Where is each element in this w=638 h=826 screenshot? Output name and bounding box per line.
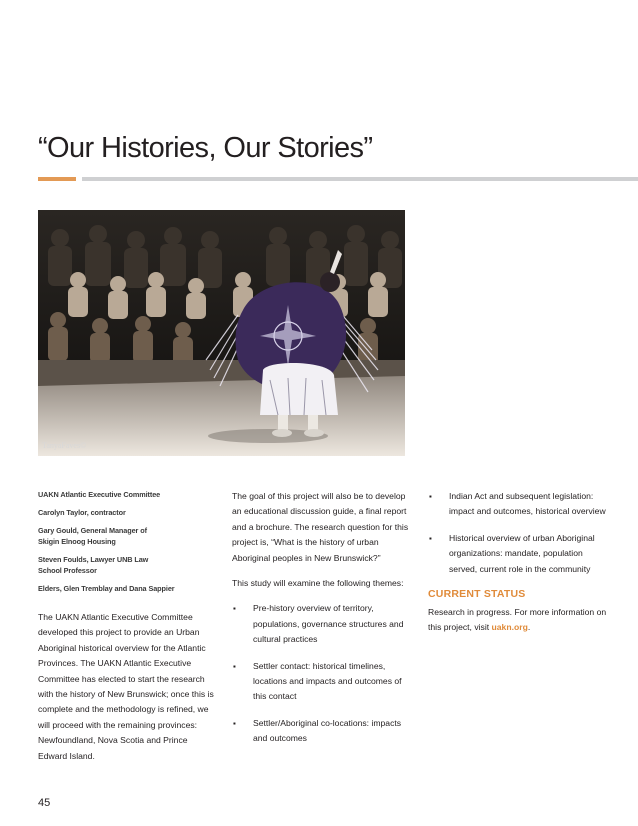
list-item-text: Settler/Aboriginal co-locations: impacts and outcomes xyxy=(253,717,402,744)
status-end: . xyxy=(527,622,531,633)
status-text: Research in progress. For more information on this project, visit xyxy=(428,607,607,633)
bullet-icon: ▪ xyxy=(429,492,432,501)
bullet-icon: ▪ xyxy=(233,661,236,671)
list-item-text: Indian Act and subsequent legislation: impact and outcomes, historical overview xyxy=(449,491,606,517)
column-right xyxy=(428,489,608,636)
theme-list xyxy=(232,601,414,746)
list-item-text: Settler contact: historical timelines, locations and impacts and outcomes of this contact xyxy=(253,660,402,702)
photo-watermark: TanyaFaves© xyxy=(42,441,87,450)
credit-contractor: Carolyn Taylor, contractor xyxy=(38,508,126,517)
title-rule-accent xyxy=(38,177,76,181)
credit-gary-gould xyxy=(38,525,218,547)
list-item xyxy=(428,531,608,577)
title-rule xyxy=(82,177,638,181)
theme-list-continued xyxy=(428,489,608,577)
project-goal: The goal of this project will also be to develop an educational discussion guide, a final report and a brochure. The research question for this project is, “What is the history of urban Aboriginal peoples in New Brunswick?” xyxy=(232,491,409,563)
dancer-photo-illustration xyxy=(38,210,405,456)
list-item-text: Historical overview of urban Aboriginal organizations: mandate, population served, current role in the community xyxy=(449,532,595,574)
page-number: 45 xyxy=(38,797,51,809)
project-description: The UAKN Atlantic Executive Committee developed this project to provide an Urban Aboriginal historical overview for the Atlantic Provinces. The UAKN Atlantic Executive Committee has elected to start the research with the history of New Brunswick; once this is complete and the methodology is refined, we will proceed with the remaining provinces: Newfoundland, Nova Scotia and Prince Edward Island. xyxy=(38,612,214,761)
credit-line: Gary Gould, General Manager of xyxy=(38,526,147,535)
bullet-icon: ▪ xyxy=(429,533,432,543)
current-status-text xyxy=(428,605,608,636)
dancer-photo xyxy=(38,210,405,456)
credit-line: Steven Foulds, Lawyer UNB Law xyxy=(38,555,149,564)
credit-committee: UAKN Atlantic Executive Committee xyxy=(38,490,161,499)
column-middle xyxy=(232,489,414,758)
credit-line: School Professor xyxy=(38,566,97,575)
credit-steven-foulds xyxy=(38,554,218,576)
list-item xyxy=(232,716,414,747)
credit-elders: Elders, Glen Tremblay and Dana Sappier xyxy=(38,584,175,593)
column-left xyxy=(38,489,218,764)
current-status-heading: CURRENT STATUS xyxy=(428,588,526,601)
list-item-text: Pre-history overview of territory, populations, governance structures and cultural practices xyxy=(253,603,404,645)
uakn-link[interactable]: uakn.org xyxy=(491,622,528,633)
list-item xyxy=(232,659,414,705)
page-title: “Our Histories, Our Stories” xyxy=(38,132,373,164)
spacer xyxy=(38,601,218,610)
list-item xyxy=(428,489,608,520)
list-item xyxy=(232,601,414,647)
themes-intro: This study will examine the following themes: xyxy=(232,578,404,589)
bullet-icon: ▪ xyxy=(233,718,236,728)
credit-line: Skigin Elnoog Housing xyxy=(38,537,116,546)
bullet-icon: ▪ xyxy=(233,604,236,614)
